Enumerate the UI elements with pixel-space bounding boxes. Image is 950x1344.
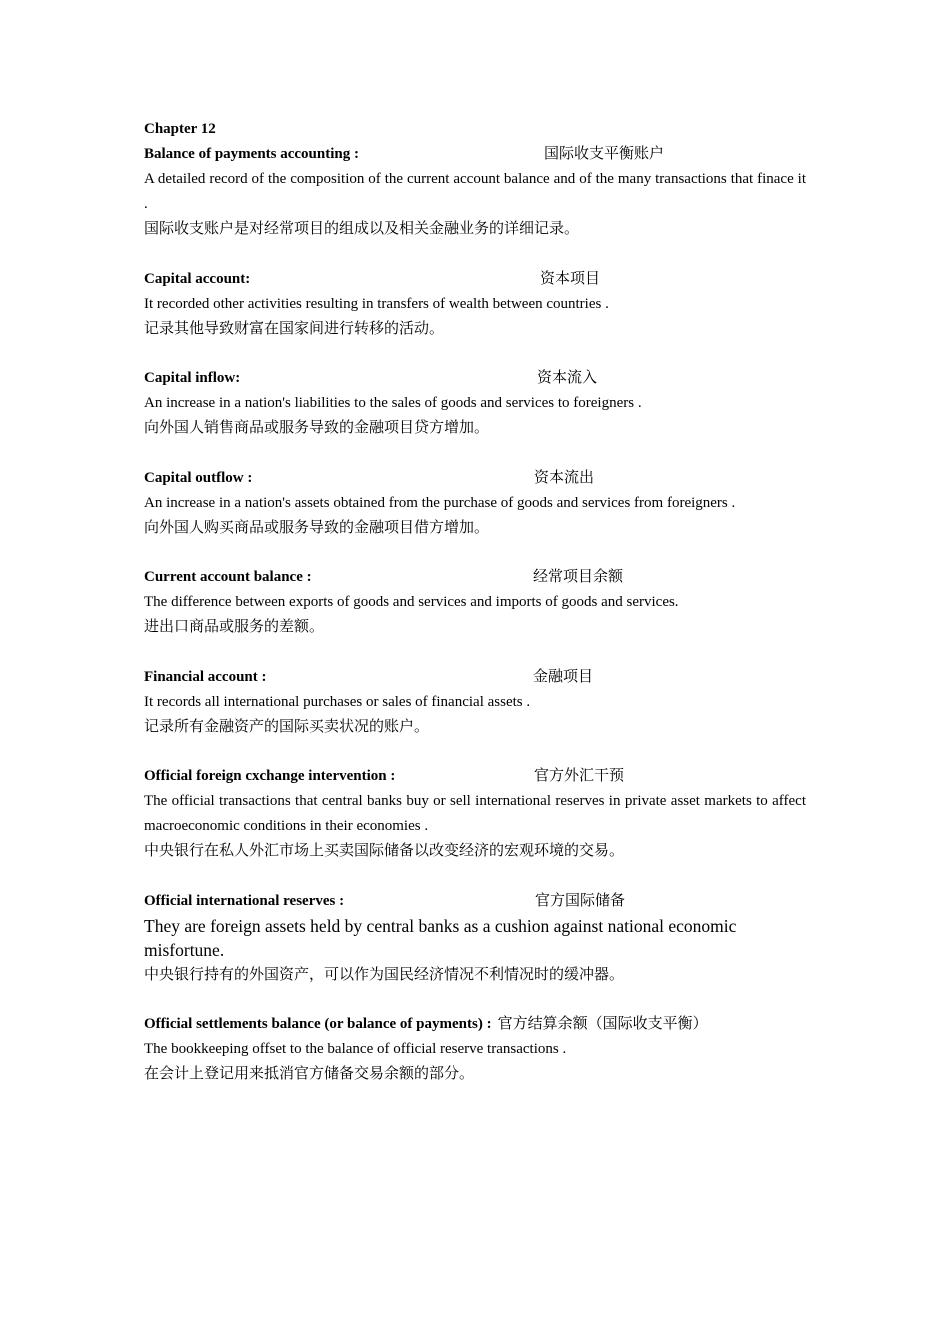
entry-definition-zh: 在会计上登记用来抵消官方储备交易余额的部分。 xyxy=(144,1066,475,1082)
entry-header xyxy=(144,366,806,391)
entry-definition-zh: 中央银行在私人外汇市场上买卖国际储备以改变经济的宏观环境的交易。 xyxy=(144,843,625,859)
entry-definition: A detailed record of the composition of the current account balance and of the many transactions that finace it . xyxy=(144,171,806,212)
document-page xyxy=(144,117,806,1112)
entry-term: Current account balance : xyxy=(144,569,312,585)
entry-term-zh: 资本流出 xyxy=(534,469,595,486)
entry-definition: It recorded other activities resulting in transfers of wealth between countries . xyxy=(144,295,609,312)
entry-definition-zh: 国际收支账户是对经常项目的组成以及相关金融业务的详细记录。 xyxy=(144,221,580,237)
entry-definition: An increase in a nation's liabilities to the sales of goods and services to foreigners . xyxy=(144,395,642,411)
entry-header xyxy=(144,1012,806,1037)
glossary-entry xyxy=(144,889,806,988)
entry-term-zh: 官方结算余额（国际收支平衡） xyxy=(497,1016,708,1032)
glossary-entry xyxy=(144,142,806,242)
entry-definition: The difference between exports of goods and services and imports of goods and services. xyxy=(144,594,679,610)
entry-definition-zh: 中央银行持有的外国资产，可以作为国民经济情况不利情况时的缓冲器。 xyxy=(144,966,625,983)
entry-term: Capital account: xyxy=(144,270,251,287)
entry-term: Capital inflow: xyxy=(144,370,241,386)
entry-term: Capital outflow : xyxy=(144,469,253,486)
entry-term: Financial account : xyxy=(144,668,267,685)
entry-header xyxy=(144,267,806,292)
glossary-entry xyxy=(144,366,806,441)
entry-term: Official international reserves : xyxy=(144,892,345,909)
entry-term-zh: 经常项目余额 xyxy=(533,569,624,585)
glossary-entry xyxy=(144,764,806,864)
entry-term-zh: 资本流入 xyxy=(537,370,598,386)
entry-term-zh: 国际收支平衡账户 xyxy=(544,146,665,162)
entry-definition: The official transactions that central banks buy or sell international reserves in private asset markets to affect macroeconomic conditions in their economies . xyxy=(144,793,806,834)
entry-definition: The bookkeeping offset to the balance of official reserve transactions . xyxy=(144,1041,567,1057)
entry-definition: It records all international purchases or sales of financial assets . xyxy=(144,693,531,710)
entry-term: Official foreign cxchange intervention : xyxy=(144,768,396,784)
glossary-entry xyxy=(144,665,806,740)
glossary-entry xyxy=(144,466,806,541)
entry-header xyxy=(144,466,806,491)
entry-term-zh: 官方外汇干预 xyxy=(534,768,625,784)
entry-term-zh: 资本项目 xyxy=(540,270,601,287)
entry-definition-zh: 记录其他导致财富在国家间进行转移的活动。 xyxy=(144,320,445,337)
entry-header xyxy=(144,889,806,914)
glossary-entry xyxy=(144,1012,806,1087)
entry-term: Balance of payments accounting : xyxy=(144,146,359,162)
entry-definition: They are foreign assets held by central banks as a cushion against national economic misfortune. xyxy=(144,915,737,960)
entry-definition-zh: 进出口商品或服务的差额。 xyxy=(144,619,325,635)
glossary-entry xyxy=(144,565,806,640)
entry-header xyxy=(144,142,806,167)
entry-header xyxy=(144,565,806,590)
entry-definition-zh: 向外国人销售商品或服务导致的金融项目贷方增加。 xyxy=(144,420,490,436)
entry-term-zh: 官方国际储备 xyxy=(535,892,626,909)
entry-term: Official settlements balance (or balance of payments) : xyxy=(144,1016,492,1032)
entry-header xyxy=(144,665,806,690)
glossary-entry xyxy=(144,267,806,342)
entry-definition: An increase in a nation's assets obtained from the purchase of goods and services from foreigners . xyxy=(144,494,736,511)
entry-definition-zh: 记录所有金融资产的国际买卖状况的账户。 xyxy=(144,718,430,735)
chapter-heading: Chapter 12 xyxy=(144,121,216,137)
entry-term-zh: 金融项目 xyxy=(533,668,594,685)
entry-header xyxy=(144,764,806,789)
entry-definition-zh: 向外国人购买商品或服务导致的金融项目借方增加。 xyxy=(144,519,490,536)
